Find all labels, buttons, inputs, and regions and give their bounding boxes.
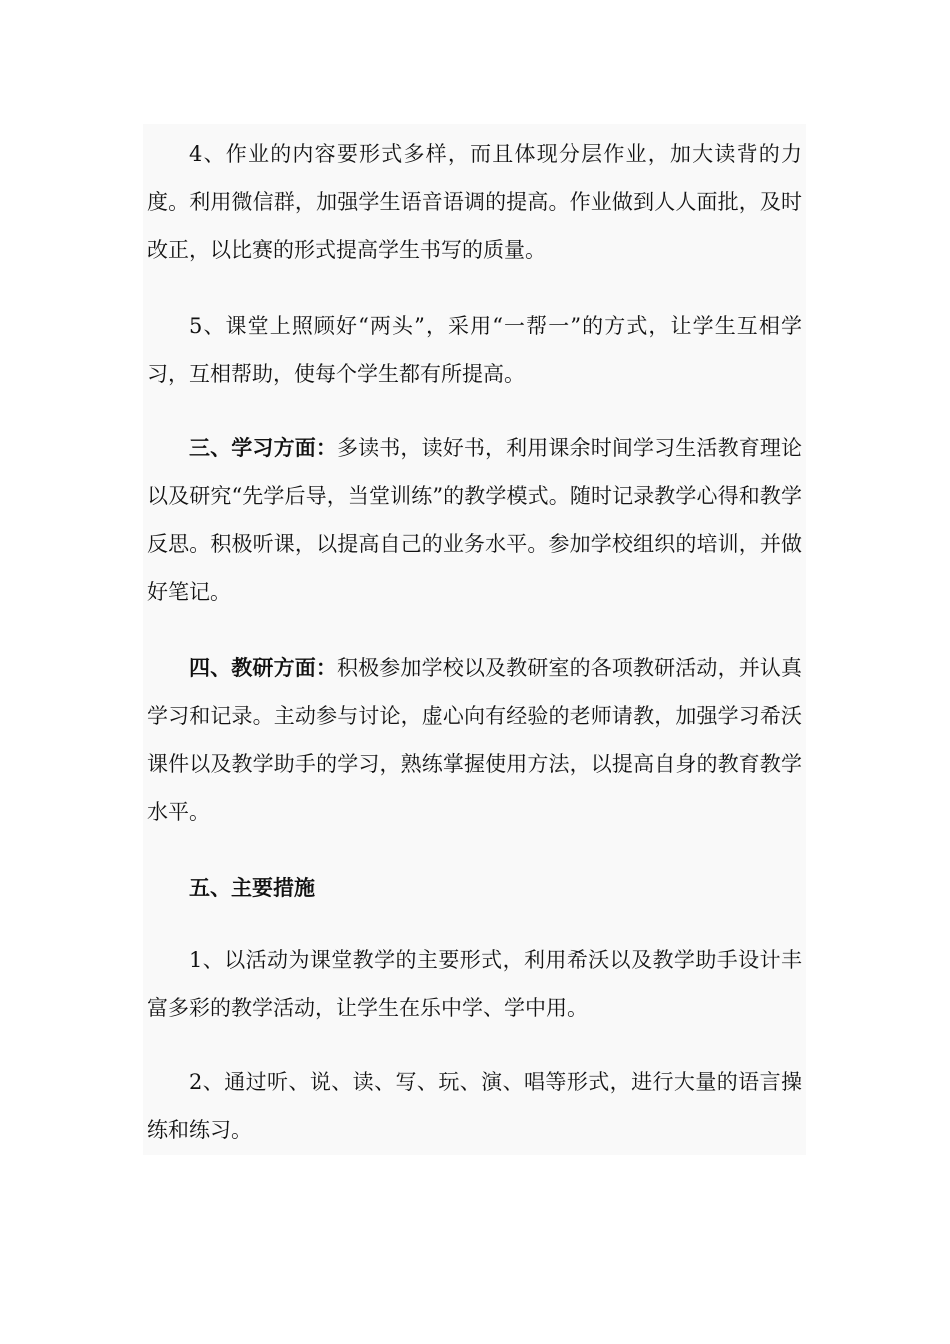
paragraph-measure-2: 2、通过听、说、读、写、玩、演、唱等形式，进行大量的语言操练和练习。	[147, 1070, 802, 1142]
paragraph-item-5: 5、课堂上照顾好“两头”，采用“一帮一”的方式，让学生互相学习，互相帮助，使每个学生都有所提高。	[147, 314, 802, 386]
section-heading-study: 三、学习方面：	[189, 435, 337, 460]
section-heading-measures: 五、主要措施	[189, 875, 315, 900]
section-heading-research: 四、教研方面：	[189, 655, 337, 680]
paragraph-measure-1: 1、以活动为课堂教学的主要形式，利用希沃以及教学助手设计丰富多彩的教学活动，让学生在乐中学、学中用。	[147, 948, 802, 1020]
paragraph-research	[143, 644, 806, 836]
paragraph-item-4: 4、作业的内容要形式多样，而且体现分层作业，加大读背的力度。利用微信群，加强学生语音语调的提高。作业做到人人面批，及时改正，以比赛的形式提高学生书写的质量。	[147, 142, 802, 262]
section-body-research: 积极参加学校以及教研室的各项教研活动，并认真学习和记录。主动参与讨论，虚心向有经验的老师请教，加强学习希沃课件以及教学助手的学习，熟练掌握使用方法，以提高自身的教育教学水平。	[147, 656, 802, 824]
paragraph-study	[143, 424, 806, 616]
section-body-study: 多读书，读好书，利用课余时间学习生活教育理论以及研究“先学后导，当堂训练”的教学模式。随时记录教学心得和教学反思。积极听课，以提高自己的业务水平。参加学校组织的培训，并做好笔记。	[147, 436, 802, 604]
text-block	[143, 124, 806, 1155]
